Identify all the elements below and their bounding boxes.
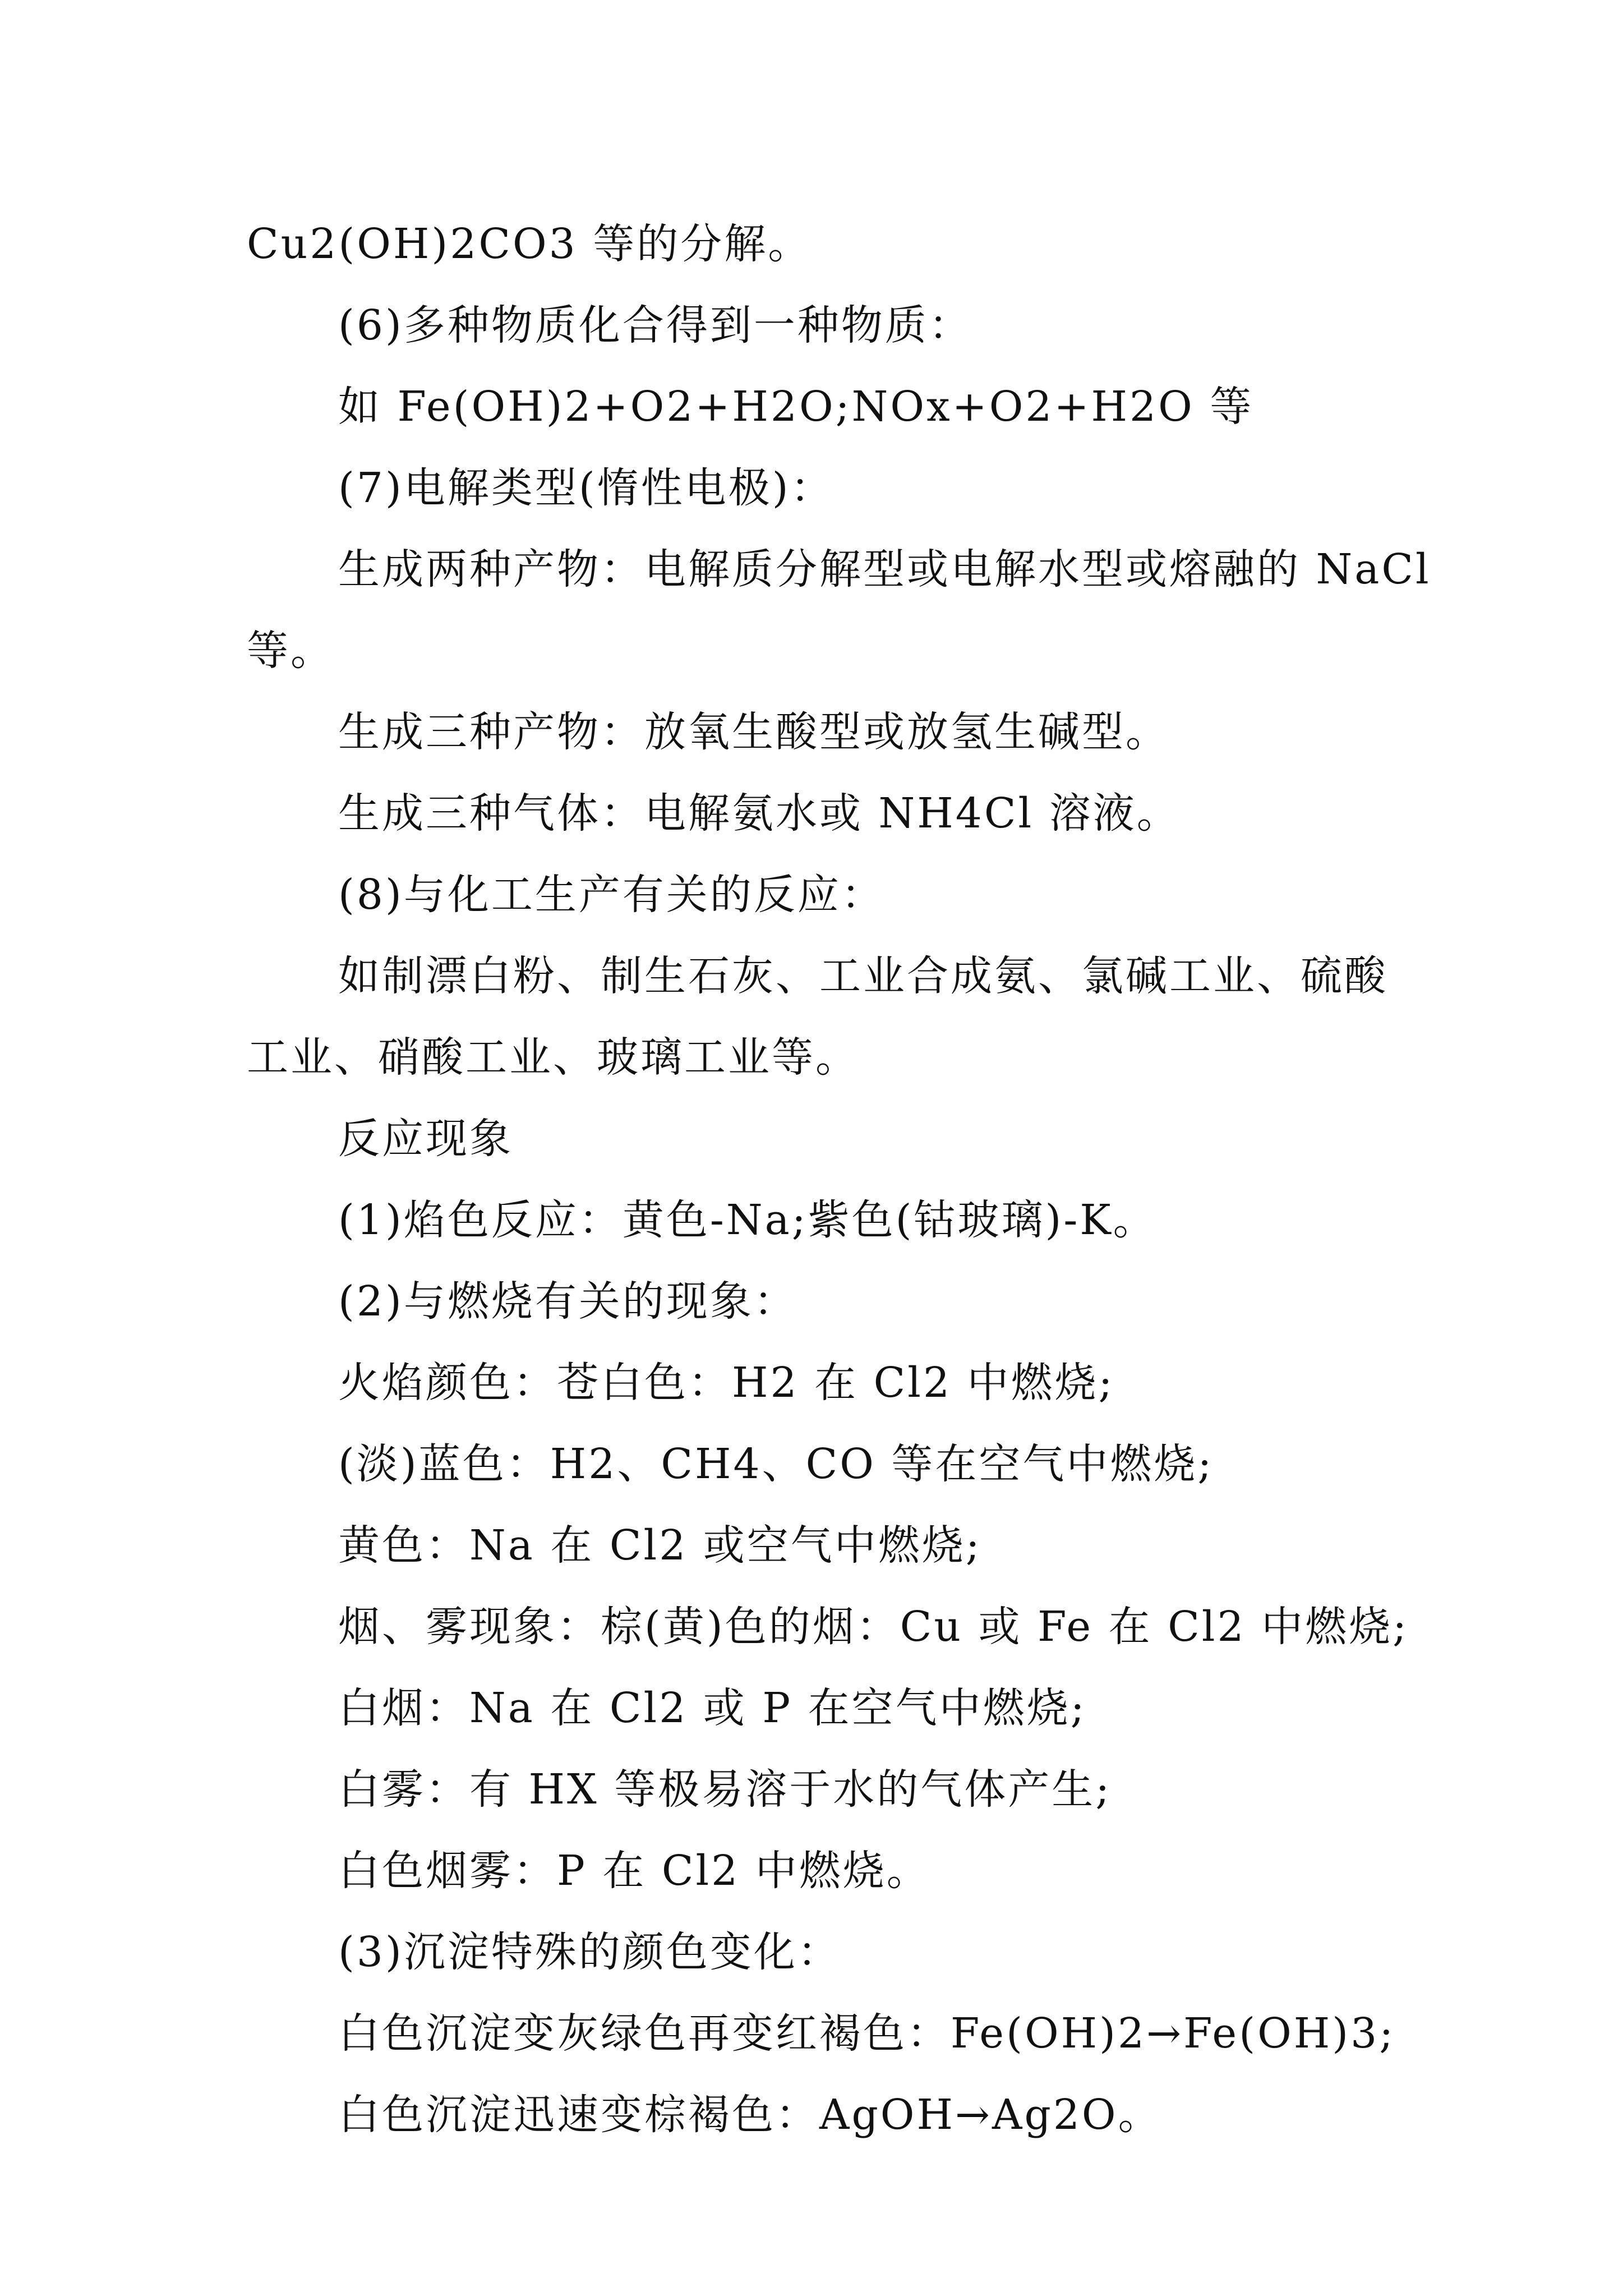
text-line: (8)与化工生产有关的反应： — [338, 871, 885, 919]
text-line: (6)多种物质化合得到一种物质： — [338, 301, 972, 349]
text-line: 白色烟雾：P 在 Cl2 中燃烧。 — [338, 1847, 930, 1895]
text-line: 生成两种产物：电解质分解型或电解水型或熔融的 NaCl — [338, 545, 1431, 593]
section-heading: 反应现象 — [338, 1115, 513, 1163]
text-line: 白雾：有 HX 等极易溶于水的气体产生; — [338, 1765, 1112, 1814]
text-line: Cu2(OH)2CO3 等的分解。 — [247, 220, 812, 268]
text-line: (3)沉淀特殊的颜色变化： — [338, 1928, 841, 1976]
text-line: (2)与燃烧有关的现象： — [338, 1277, 797, 1326]
text-line: (淡)蓝色：H2、CH4、CO 等在空气中燃烧; — [338, 1440, 1214, 1488]
text-line: (1)焰色反应：黄色-Na;紫色(钴玻璃)-K。 — [338, 1196, 1157, 1244]
text-line: 火焰颜色：苍白色：H2 在 Cl2 中燃烧; — [338, 1359, 1115, 1407]
text-line: 白色沉淀变灰绿色再变红褐色：Fe(OH)2→Fe(OH)3; — [338, 2009, 1396, 2058]
text-line: 等。 — [247, 627, 334, 675]
text-line: 黄色：Na 在 Cl2 或空气中燃烧; — [338, 1521, 982, 1570]
text-line: 工业、硝酸工业、玻璃工业等。 — [247, 1033, 859, 1082]
text-line: 生成三种气体：电解氨水或 NH4Cl 溶液。 — [338, 789, 1181, 838]
text-line: 白色沉淀迅速变棕褐色：AgOH→Ag2O。 — [338, 2091, 1162, 2139]
text-line: 白烟：Na 在 Cl2 或 P 在空气中燃烧; — [338, 1684, 1087, 1732]
text-line: 如制漂白粉、制生石灰、工业合成氨、氯碱工业、硫酸 — [338, 952, 1388, 1000]
text-line: 如 Fe(OH)2+O2+H2O;NOx+O2+H2O 等 — [338, 383, 1254, 431]
document-body — [247, 210, 1431, 2162]
text-line: 生成三种产物：放氧生酸型或放氢生碱型。 — [338, 708, 1169, 756]
text-line: 烟、雾现象：棕(黄)色的烟：Cu 或 Fe 在 Cl2 中燃烧; — [338, 1603, 1409, 1651]
text-line: (7)电解类型(惰性电极)： — [338, 464, 834, 512]
